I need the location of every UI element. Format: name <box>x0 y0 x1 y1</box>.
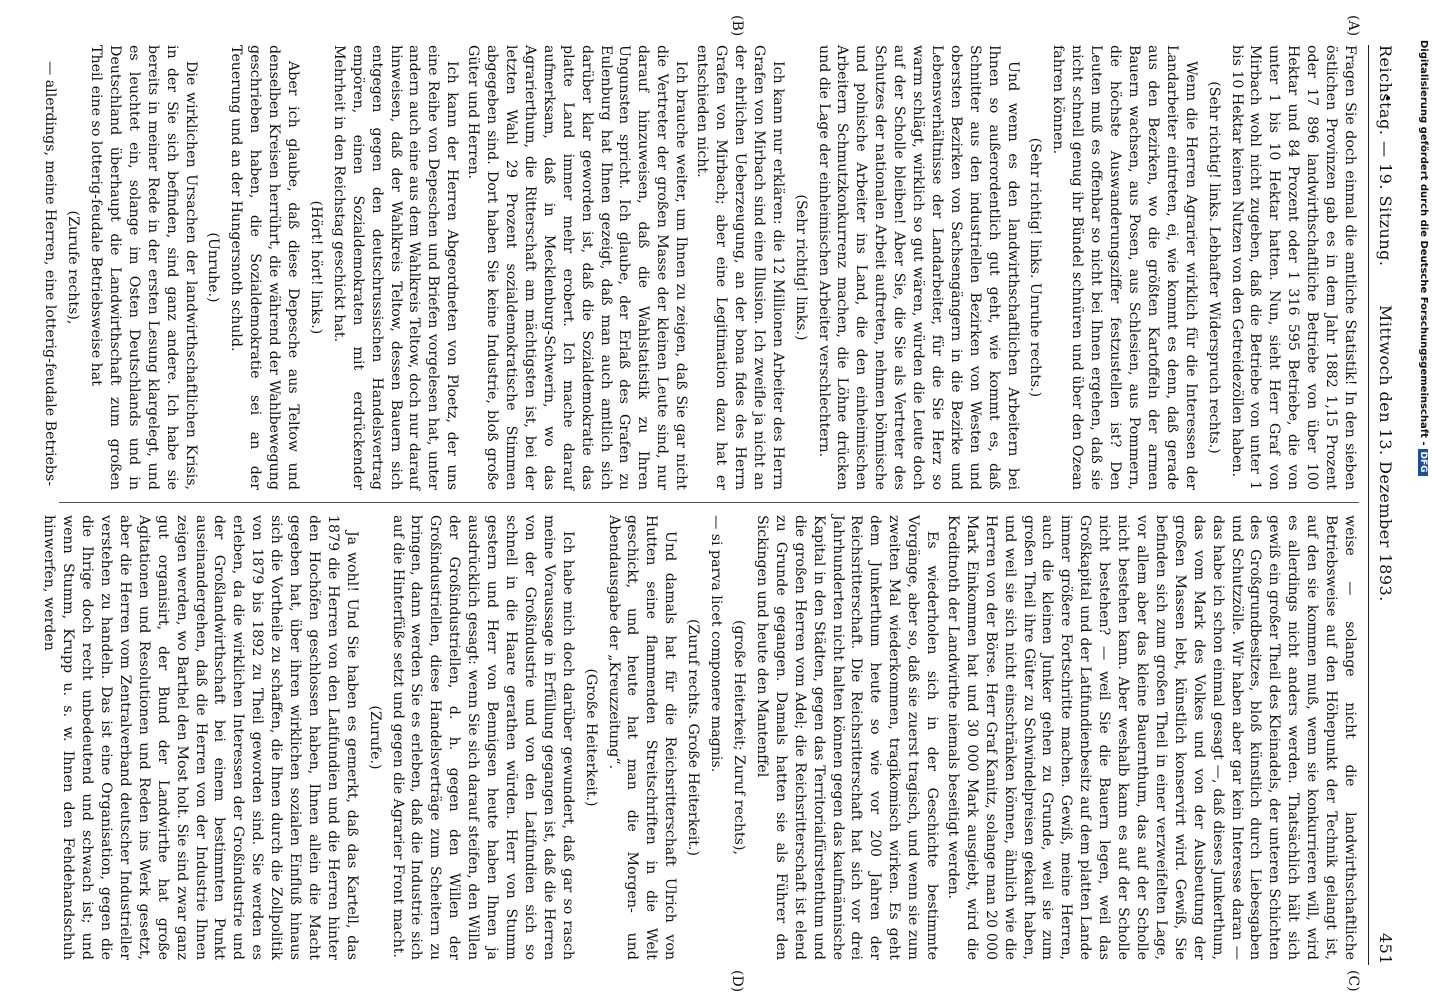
digitization-text: Digitalisierung gefördert durch die Deutsche Forschungsgemeinschaft - <box>1418 40 1429 446</box>
header-rule <box>1368 45 1369 965</box>
interjection: (Hört! hört! links.) <box>307 200 324 335</box>
paragraph: — allerdings, meine Herren, eine lotterig-feudale Betriebs- <box>42 61 59 487</box>
interjection: (Sehr richtig! links. Lebhafter Widerspruch rechts.) <box>1205 81 1222 454</box>
margin-mark-a: (A) <box>1345 15 1361 37</box>
paragraph: Die wirklichen Ursachen der landwirthschaftlichen Krisis, in der Sie sich befinden, sind ganz andere. Ich habe sie bereits in meiner Rede in der ersten Lesung klargelegt, und es leuchtet ein, solange im Osten Deutschlands und in Deutschland überhaupt die Landwirthschaft zum großen Theil eine so lotterig-feudale Betriebsweise hat <box>88 45 199 490</box>
paragraph: Es wiederholen sich in der Geschichte bestimmte Vorgänge, aber so, daß sie zuerst tragisch, und wenn sie zum zweiten Mal wiederkommen, tragikomisch wirken. Es geht dem Junkerthum heute so wie vor 200 Jahren der Reichsritterschaft. Die Reichsritterschaft hat sich vor drei Jahrhunderten nicht halten können gegen das kaufmännische Kapital in den Städten, gegen das Territorialfürstenthum und die großen Herren vom Adel; die Reichsritterschaft ist elend zu Grunde gegangen. Damals hatten sie als Führer den Sickingen und heute den Mantenffel <box>753 515 941 960</box>
paragraph: Ich kann der Herren Abgeordneten von Ploetz, der uns eine Reihe von Depeschen und Briefen vorgelesen hat, unter andern auch eine aus dem Wahlkreis Teltow, doch nur darauf hinweisen, daß der Wahlkreis Teltow, dessen Bauern sich entgegen gegen den deutschrussischen Handelsvertrag empören, einen Sozialdemokraten mit erdrückender Mehrheit in den Reichstag geschickt hat. <box>330 45 461 490</box>
interjection: (Große Heiterkeit.) <box>582 668 599 807</box>
left-column <box>38 45 1359 490</box>
paragraph: Ich habe mich doch darüber gewundert, daß gar so rasch meine Voraussage in Erfüllung gegangen ist, daß die Herren von der Großindustrie und von den Latifundien sich so schnell in die Haare gerathen würden. Herr von Stumm gestern und Herr von Bennigsen heute haben Ihnen ja ausdrücklich gesagt: wenn Sie sich darauf steifen, den Willen der Großindustriellen, d. h. gegen den Willen der Großindustriellen, diese Handelsverträge zum Scheitern zu bringen, dann werden Sie es erleben, daß die Industrie sich auf die Hinterfüße setzt und gegen die Agrarier Front macht. <box>389 515 576 960</box>
paragraph: Ja wohl! Und Sie haben es gemerkt, daß das Kartell, das 1879 die Herren von den Latifundien und die Herren hinter den Hochöfen geschlossen haben, Ihnen allein die Macht gegeben hat, über ihren wirklichen sozialen Einfluß hinaus sich die Vortheile zu schaffen, die Ihnen durch die Zollpolitik von 1879 bis 1892 zu Theil geworden sind. Sie werden es erleben, da die wirklichen Interessen der Großindustrie und der Großlandwirthschaft bei einem bestimmten Punkt auseinandergehen, daß die Herren von der Industrie Ihnen zeigen werden, wo Barthel den Most holt. Sie sind zwar ganz gut organisirt, der Bund der Landwirthe hat große Agitationen und Resolutionen und Reden ins Werk gesetzt, aber die Herren vom Zentralverband deutscher Industrieller verstehen zu handeln. Das ist eine Organisation, gegen die die Ihrige doch recht unbedeutend und schwach ist; und wenn Stumm, Krupp u. s. w. Ihnen den Fehdehandschuh hinwerfen, werden <box>41 515 360 960</box>
column-divider <box>59 502 1359 503</box>
paragraph: weise — solange nicht die landwirthschaftliche Betriebsweise auf den Höhepunkt der Technik gelangt ist, auf den sie kommen muß, wenn sie konkurrieren will, wird es allerdings nicht anders werden. Thatsächlich hält sich gewiß ein großer Theil des Kleinadels, der unteren Schichten des Großgrundbesitzes, bloß künstlich durch Liebesgaben und Schutzzölle. Wir haben aber gar kein Interesse daran — das habe ich schon einmal gesagt —, daß dieses Junkerthum, das vom Mark des Volkes und von der Ausbeutung der großen Massen lebt, künstlich konservirt wird. Gewiß, Sie befinden sich zum großen Theil in einer verzweifelten Lage, vor allem aber das kleine Bauernthum, das auf der Scholle nicht bestehen kann. Aber weshalb kann es auf der Scholle nicht bestehen? — weil Sie die Bauern legen, weil das Großkapital und der Latifundienbesitz auf dem platten Lande immer größere Fortschritte machen. Gewiß, meine Herren, auch die kleinen Junker gehen zu Grunde, weil sie zum großen Theil ihre Güter zu Schwindelpreisen gekauft haben, und weil sie sich nicht einschränken können, ähnlich wie die Herren von der Börse. Herr Graf Kanitz, solange man 20 000 Mark Einkommen hat und 30 000 Mark ausgiebt, wird die Kreditnoth der Landwirthe niemals beseitigt werden. <box>944 515 1358 960</box>
running-header <box>1369 45 1395 965</box>
header-left: Reichstag. — 19. Sitzung. <box>1376 45 1395 267</box>
paragraph: Wenn die Herren Agrarier wirklich für die Interessen der Landarbeiter eintreten, ei, wie kommt es denn, daß gerade aus den Bezirken, wo die größten Kartoffeln der armen Bauern wachsen, aus Posen, aus Schlesien, aus Pommern, die höchste Auswanderungsziffer festzustellen ist? Den Leuten muß es offenbar so nicht bei Ihnen ergehen, daß sie nicht schnell genug ihr Bündel schnüren und über den Ozean fahren können. <box>1050 45 1199 490</box>
interjection: (große Heiterkeit; Zuruf rechts), <box>731 620 747 855</box>
paragraph: Und damals hat für die Reichsritterschaft Ulrich von Hutten seine flammenden Streitschriften in die Welt geschickt, und heute hat man die Morgen- und Abendausgabe der „Kreuzzeitung“. <box>605 515 679 960</box>
header-date: Mittwoch den 13. Dezember 1893. <box>1376 305 1395 602</box>
paragraph: Fragen Sie doch einmal die amtliche Statistik! In den sieben östlichen Provinzen gab es in dem Jahr 1882 1,15 Prozent oder 17 896 landwirthschaftliche Betriebe von über 100 Hektar und 84 Prozent oder 1 316 595 Betriebe, die von unter 1 bis 10 Hektar hatten. Nun, sieht Herr Graf von Mirbach wohl nicht zugeben, daß die Betriebe von unter 1 bis 10 Hektar keinen Nutzen von den Getreidezöllen haben. <box>1228 45 1358 490</box>
interjection: (Unruhe.) <box>205 232 222 303</box>
paragraph: Aber ich glaube, daß diese Depesche aus Teltow und denselben Kreisen herrührt, die während der Wahlbewegung geschrieben haben, die Sozialdemokratie sei an der Teuerung und an der Hungersnoth schuld. <box>228 45 302 490</box>
paragraph: Und wenn es den landwirthschaftlichen Arbeitern bei Ihnen so außerordentlich gut geht, wie kommt es, daß Schnitter aus den industriellen Bezirken von Westen und obersten Bezirken von Sachsengängern in die Bezirke und Lebensverhältnisse der Landarbeiter, für die Sie Herz so warm schlägt, wirklich so gut wären, würden die Leute doch auf der Scholle bleiben! Aber Sie, die Sie als Vertreter des Schutzes der nationalen Arbeit auftreten, nehmen böhmische und polnische Arbeiter ins Land, die den einheimischen Arbeitern Schmutzkonkurrenz machen, die Löhne drücken und die Lage der einheimischen Arbeiter verschlechtern. <box>815 45 1021 490</box>
paragraph: Ich kann nur erklären: die 12 Millionen Arbeiter des Herrn Grafen von Mirbach sind eine Illusion. Ich zweifle ja nicht an der ehrlichen Ueberzeugung, an der bona fides des Herrn Grafen von Mirbach; aber eine Legitimation dazu hat er entschieden nicht. <box>694 45 786 490</box>
paragraph: Ich brauche weiter, um Ihnen zu zeigen, daß Sie gar nicht die Vertreter der großen Masse der kleinen Leute sind, nur darauf hinzuweisen, daß die Wahlstatistik zu Ihren Ungunsten spricht. Ich glaube, der Erlaß des Grafen zu Eulenburg hat Ihnen gezeigt, daß man auch amtlich sich darüber klar geworden ist, daß die Sozialdemokratie das platte Land immer mehr erobert. Ich mache darauf aufmerksam, daß in Mecklenburg-Schwerin, wo das Agrarierthum, die Ritterschaft am mächtigsten ist, bei der letzten Wahl 29 Prozent sozialdemokratische Stimmen abgegeben sind. Dort haben Sie keine Industrie, bloß große Güter und Herren. <box>465 45 690 490</box>
interjection: (Sehr richtig! links. Unruhe rechts.) <box>1027 137 1044 398</box>
right-column <box>37 515 1359 960</box>
interjection: (Zuruf rechts. Große Heiterkeit.) <box>685 619 702 856</box>
margin-mark-b: (B) <box>729 15 745 37</box>
rotated-page <box>41 15 1395 993</box>
interjection: (Zurufe rechts), <box>65 210 82 325</box>
margin-mark-c: (C) <box>1345 970 1361 992</box>
paragraph: — si parva licet componere magnis. <box>708 515 725 773</box>
interjection: (Zurufe.) <box>366 705 383 770</box>
interjection: (Sehr richtig! links.) <box>792 194 809 341</box>
page-number: 451 <box>1376 932 1395 965</box>
digitization-note <box>1405 40 1429 1000</box>
margin-mark-d: (D) <box>729 970 745 993</box>
dfg-logo: DFG <box>1418 449 1428 476</box>
